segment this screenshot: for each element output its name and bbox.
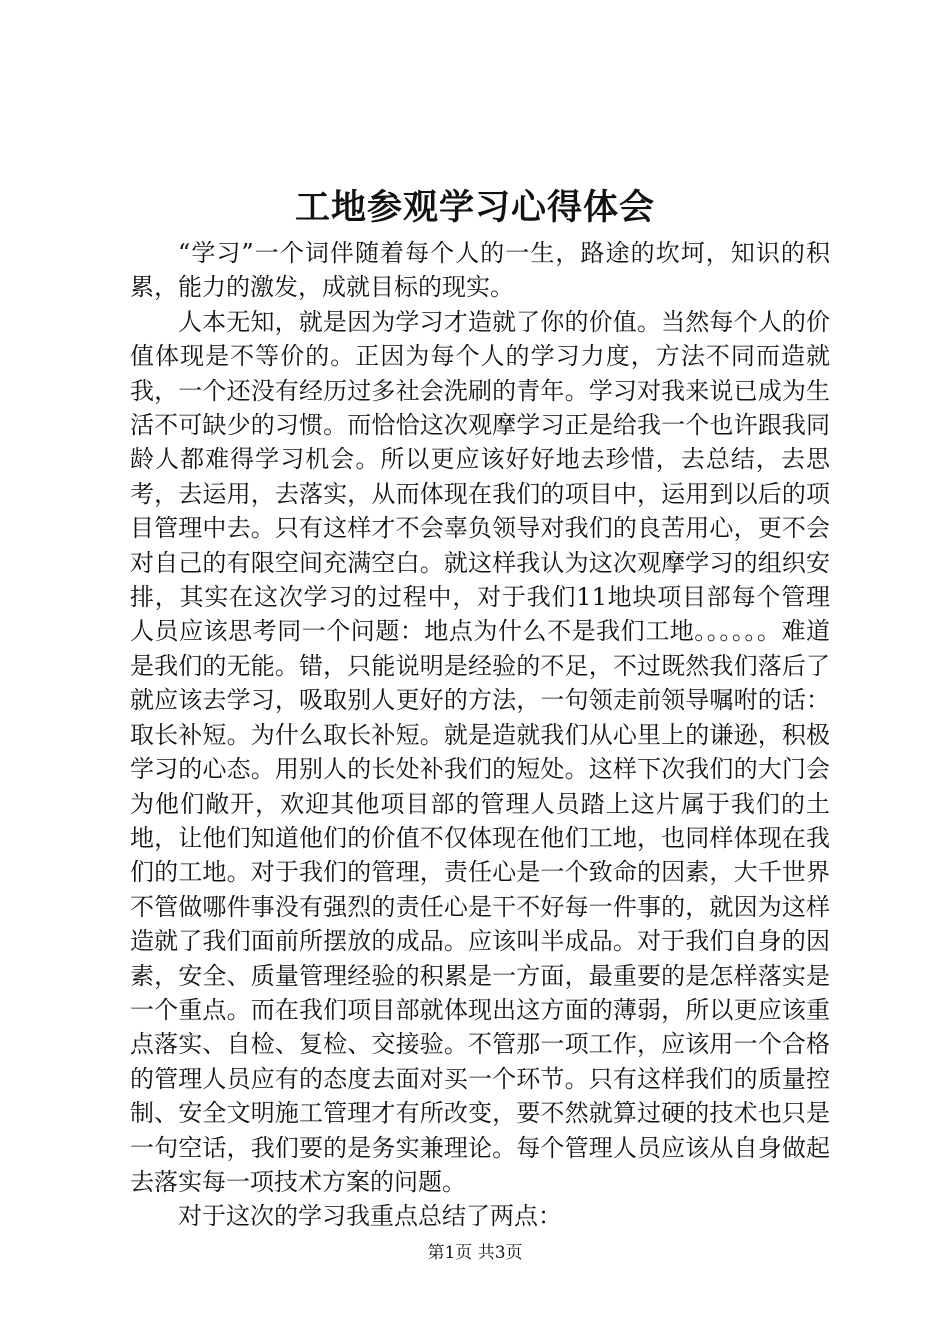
page-footer: 第1页 共3页 bbox=[427, 1243, 523, 1263]
document-body bbox=[130, 236, 830, 1234]
paragraph-intro: “学习”一个词伴随着每个人的一生，路途的坎坷，知识的积累，能力的激发，成就目标的现实。 bbox=[130, 239, 830, 302]
document-title: 工地参观学习心得体会 bbox=[294, 187, 655, 228]
paragraph-main: 人本无知，就是因为学习才造就了你的价值。当然每个人的价值体现是不等价的。正因为每个人的学习力度，方法不同而造就我，一个还没有经历过多社会洗刷的青年。学习对我来说已成为生活不可缺少的习惯。而恰恰这次观摩学习正是给我一个也许跟我同龄人都难得学习机会。所以更应该好好地去珍惜，去总结，去思考，去运用，去落实，从而体现在我们的项目中，运用到以后的项目管理中去。只有这样才不会辜负领导对我们的良苦用心，更不会对自己的有限空间充满空白。就这样我认为这次观摩学习的组织安排，其实在这次学习的过程中，对于我们11地块项目部每个管理人员应该思考同一个问题：地点为什么不是我们工地。。。。。。难道是我们的无能。错，只能说明是经验的不足，不过既然我们落后了就应该去学习，吸取别人更好的方法，一句领走前领导嘱咐的话：取长补短。为什么取长补短。就是造就我们从心里上的谦逊，积极学习的心态。用别人的长处补我们的短处。这样下次我们的大门会为他们敞开，欢迎其他项目部的管理人员踏上这片属于我们的土地，让他们知道他们的价值不仅体现在他们工地，也同样体现在我们的工地。对于我们的管理，责任心是一个致命的因素，大千世界不管做哪件事没有强烈的责任心是干不好每一件事的，就因为这样造就了我们面前所摆放的成品。应该叫半成品。对于我们自身的因素，安全、质量管理经验的积累是一方面，最重要的是怎样落实是一个重点。而在我们项目部就体现出这方面的薄弱，所以更应该重点落实、自检、复检、交接验。不管那一项工作，应该用一个合格的管理人员应有的态度去面对买一个环节。只有这样我们的质量控制、安全文明施工管理才有所改变，要不然就算过硬的技术也只是一句空话，我们要的是务实兼理论。每个管理人员应该从自身做起去落实每一项技术方案的问题。 bbox=[130, 307, 830, 1196]
paragraph-summary: 对于这次的学习我重点总结了两点： bbox=[178, 1202, 562, 1231]
